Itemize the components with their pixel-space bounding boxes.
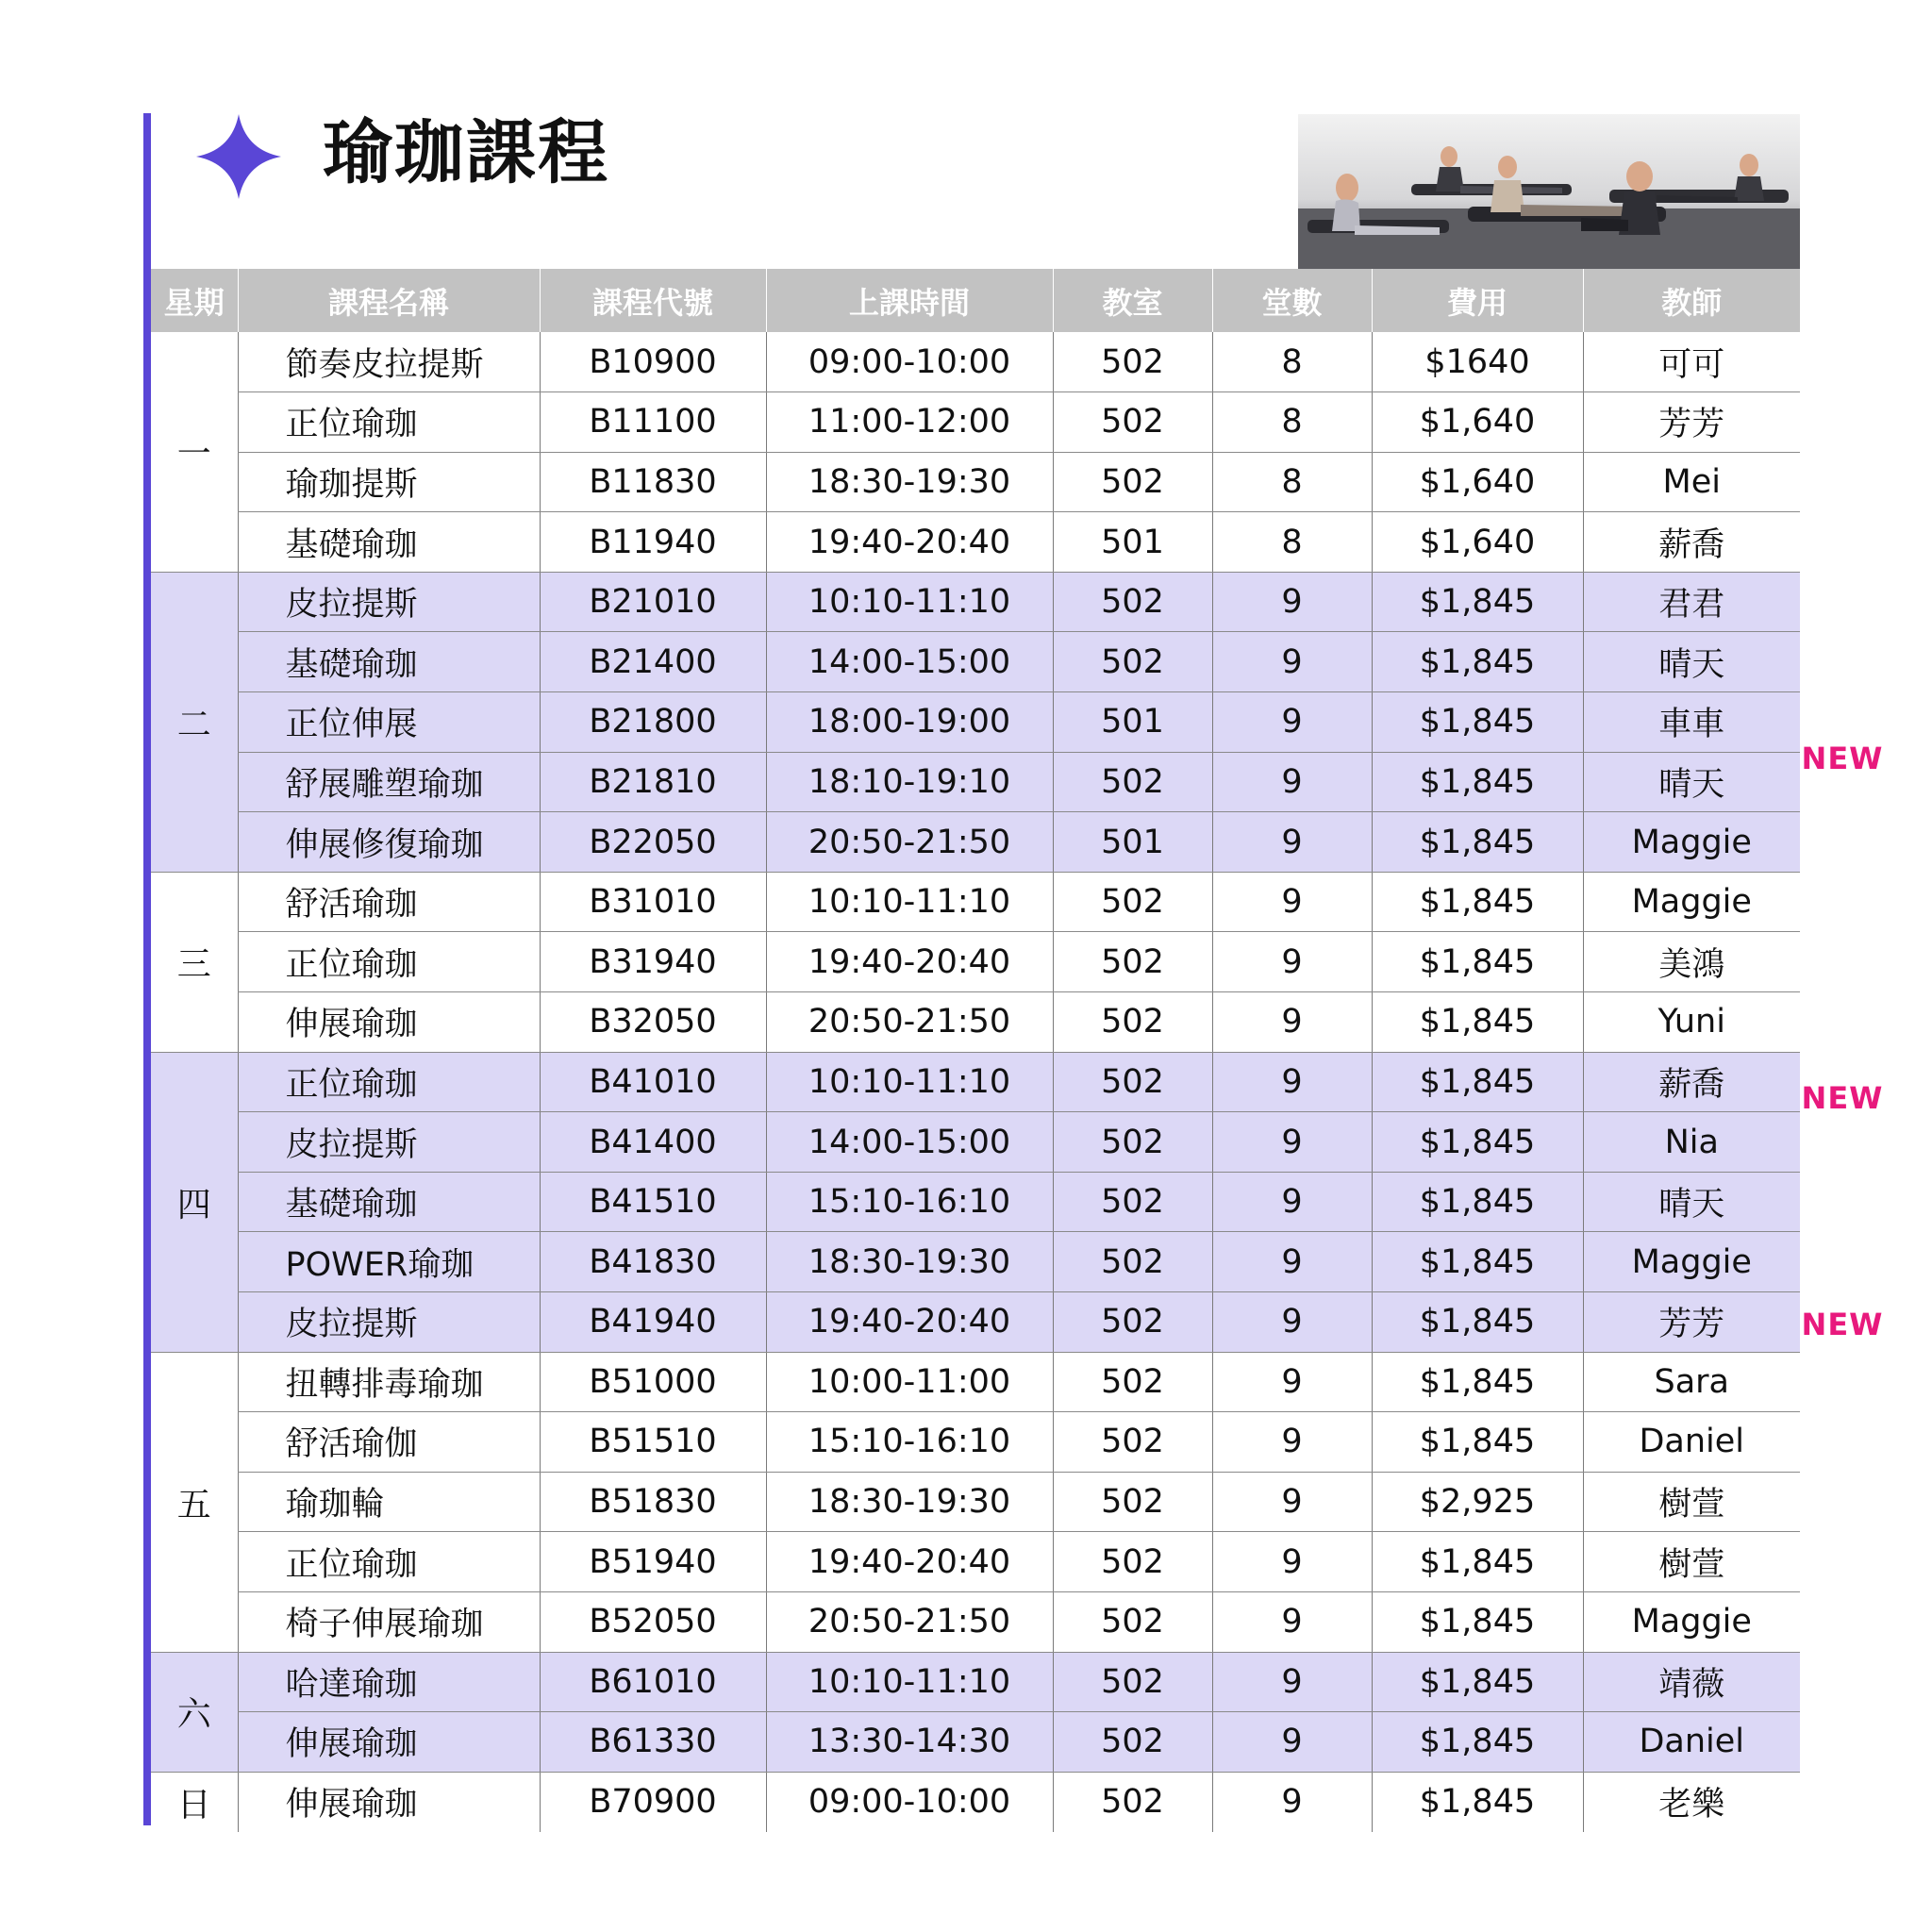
class-time-cell: 18:30-19:30 bbox=[766, 1472, 1053, 1532]
day-cell: 日 bbox=[176, 1785, 211, 1824]
fee-cell: $1,640 bbox=[1372, 512, 1583, 573]
teacher-cell: 可可 bbox=[1583, 332, 1800, 392]
header-classroom: 教室 bbox=[1053, 269, 1212, 332]
course-code-cell: B21400 bbox=[540, 632, 766, 692]
class-time-cell: 19:40-20:40 bbox=[766, 932, 1053, 992]
teacher-cell: Daniel bbox=[1583, 1412, 1800, 1473]
course-code-cell: B21810 bbox=[540, 752, 766, 812]
sessions-cell: 9 bbox=[1212, 632, 1372, 692]
table-row bbox=[151, 632, 1800, 692]
new-badge: NEW bbox=[1801, 1307, 1884, 1342]
table-row bbox=[151, 452, 1800, 512]
course-name-cell: 基礎瑜珈 bbox=[238, 1172, 540, 1232]
teacher-cell: Maggie bbox=[1583, 1591, 1800, 1652]
sessions-cell: 8 bbox=[1212, 512, 1372, 573]
sessions-cell: 9 bbox=[1212, 1052, 1372, 1112]
classroom-cell: 502 bbox=[1053, 932, 1212, 992]
table-row bbox=[151, 512, 1800, 573]
course-schedule-table bbox=[151, 269, 1800, 1832]
day-cell: 三 bbox=[151, 872, 238, 1052]
teacher-cell: 芳芳 bbox=[1583, 392, 1800, 453]
classroom-cell: 501 bbox=[1053, 812, 1212, 873]
teacher-cell: 芳芳 bbox=[1583, 1292, 1800, 1353]
teacher-cell: 晴天 bbox=[1583, 632, 1800, 692]
table-row bbox=[151, 1652, 1800, 1712]
course-name-cell: 伸展瑜珈 bbox=[238, 1712, 540, 1773]
class-time-cell: 19:40-20:40 bbox=[766, 1292, 1053, 1353]
fee-cell: $1,845 bbox=[1372, 1772, 1583, 1832]
fee-cell: $1,845 bbox=[1372, 1292, 1583, 1353]
class-time-cell: 20:50-21:50 bbox=[766, 812, 1053, 873]
fee-cell: $2,925 bbox=[1372, 1472, 1583, 1532]
table-row bbox=[151, 1472, 1800, 1532]
course-code-cell: B70900 bbox=[540, 1772, 766, 1832]
fee-cell: $1,640 bbox=[1372, 392, 1583, 453]
teacher-cell: 薪喬 bbox=[1583, 512, 1800, 573]
sessions-cell: 9 bbox=[1212, 1532, 1372, 1592]
table-row bbox=[151, 1591, 1800, 1652]
sessions-cell: 9 bbox=[1212, 992, 1372, 1053]
classroom-cell: 501 bbox=[1053, 692, 1212, 753]
teacher-cell: Daniel bbox=[1583, 1712, 1800, 1773]
fee-cell: $1,845 bbox=[1372, 752, 1583, 812]
course-code-cell: B31940 bbox=[540, 932, 766, 992]
header-teacher: 教師 bbox=[1583, 269, 1800, 332]
course-name-cell: 皮拉提斯 bbox=[238, 572, 540, 632]
fee-cell: $1,845 bbox=[1372, 1112, 1583, 1173]
course-name-cell: 伸展修復瑜珈 bbox=[238, 812, 540, 873]
day-cell: 一 bbox=[151, 332, 238, 572]
course-name-cell: 瑜珈提斯 bbox=[238, 452, 540, 512]
sessions-cell: 9 bbox=[1212, 1652, 1372, 1712]
fee-cell: $1,845 bbox=[1372, 1412, 1583, 1473]
fee-cell: $1,640 bbox=[1372, 452, 1583, 512]
fee-cell: $1,845 bbox=[1372, 1052, 1583, 1112]
course-code-cell: B61010 bbox=[540, 1652, 766, 1712]
course-code-cell: B41400 bbox=[540, 1112, 766, 1173]
sessions-cell: 8 bbox=[1212, 332, 1372, 392]
header-course-name: 課程名稱 bbox=[238, 269, 540, 332]
teacher-cell: Maggie bbox=[1583, 872, 1800, 932]
table-row bbox=[151, 872, 1800, 932]
fee-cell: $1,845 bbox=[1372, 1652, 1583, 1712]
fee-cell: $1,845 bbox=[1372, 572, 1583, 632]
classroom-cell: 501 bbox=[1053, 512, 1212, 573]
course-code-cell: B41940 bbox=[540, 1292, 766, 1353]
teacher-cell: 君君 bbox=[1583, 572, 1800, 632]
diamond-icon bbox=[196, 114, 281, 199]
classroom-cell: 502 bbox=[1053, 992, 1212, 1053]
fee-cell: $1,845 bbox=[1372, 1591, 1583, 1652]
teacher-cell: 樹萱 bbox=[1583, 1532, 1800, 1592]
sessions-cell: 9 bbox=[1212, 1412, 1372, 1473]
teacher-cell: 美鴻 bbox=[1583, 932, 1800, 992]
course-code-cell: B32050 bbox=[540, 992, 766, 1053]
classroom-cell: 502 bbox=[1053, 452, 1212, 512]
fee-cell: $1,845 bbox=[1372, 1172, 1583, 1232]
classroom-cell: 502 bbox=[1053, 1652, 1212, 1712]
course-name-cell: 瑜珈輪 bbox=[238, 1472, 540, 1532]
classroom-cell: 502 bbox=[1053, 1352, 1212, 1412]
course-code-cell: B41830 bbox=[540, 1232, 766, 1292]
course-code-cell: B51000 bbox=[540, 1352, 766, 1412]
course-name-cell: 椅子伸展瑜珈 bbox=[238, 1591, 540, 1652]
fee-cell: $1,845 bbox=[1372, 1232, 1583, 1292]
teacher-cell: Maggie bbox=[1583, 1232, 1800, 1292]
course-code-cell: B21800 bbox=[540, 692, 766, 753]
teacher-cell: Yuni bbox=[1583, 992, 1800, 1053]
sessions-cell: 9 bbox=[1212, 1472, 1372, 1532]
course-code-cell: B10900 bbox=[540, 332, 766, 392]
course-name-cell: 基礎瑜珈 bbox=[238, 512, 540, 573]
course-name-cell: 皮拉提斯 bbox=[238, 1292, 540, 1353]
class-time-cell: 19:40-20:40 bbox=[766, 1532, 1053, 1592]
table-row bbox=[151, 1412, 1800, 1473]
class-time-cell: 15:10-16:10 bbox=[766, 1412, 1053, 1473]
class-time-cell: 18:30-19:30 bbox=[766, 452, 1053, 512]
sessions-cell: 9 bbox=[1212, 1591, 1372, 1652]
class-time-cell: 10:10-11:10 bbox=[766, 1052, 1053, 1112]
fee-cell: $1640 bbox=[1372, 332, 1583, 392]
table-row bbox=[151, 752, 1800, 812]
day-cell: 二 bbox=[151, 572, 238, 872]
course-name-cell: 舒活瑜伽 bbox=[238, 1412, 540, 1473]
course-code-cell: B41010 bbox=[540, 1052, 766, 1112]
course-code-cell: B21010 bbox=[540, 572, 766, 632]
class-time-cell: 18:10-19:10 bbox=[766, 752, 1053, 812]
classroom-cell: 502 bbox=[1053, 1412, 1212, 1473]
class-time-cell: 20:50-21:50 bbox=[766, 1591, 1053, 1652]
class-time-cell: 14:00-15:00 bbox=[766, 632, 1053, 692]
course-name-cell: 正位瑜珈 bbox=[238, 1532, 540, 1592]
course-code-cell: B11830 bbox=[540, 452, 766, 512]
accent-bar bbox=[143, 113, 151, 1825]
course-name-cell: 伸展瑜珈 bbox=[238, 1772, 540, 1832]
classroom-cell: 502 bbox=[1053, 1232, 1212, 1292]
course-name-cell: 伸展瑜珈 bbox=[238, 992, 540, 1053]
course-code-cell: B31010 bbox=[540, 872, 766, 932]
new-badge: NEW bbox=[1801, 741, 1884, 776]
course-name-cell: 哈達瑜珈 bbox=[238, 1652, 540, 1712]
teacher-cell: Maggie bbox=[1583, 812, 1800, 873]
teacher-cell: 樹萱 bbox=[1583, 1472, 1800, 1532]
classroom-cell: 502 bbox=[1053, 1472, 1212, 1532]
course-name-cell: 節奏皮拉提斯 bbox=[238, 332, 540, 392]
day-cell: 四 bbox=[151, 1052, 238, 1352]
header-day: 星期 bbox=[151, 269, 238, 332]
teacher-cell: 靖薇 bbox=[1583, 1652, 1800, 1712]
class-time-cell: 20:50-21:50 bbox=[766, 992, 1053, 1053]
class-time-cell: 13:30-14:30 bbox=[766, 1712, 1053, 1773]
teacher-cell: Sara bbox=[1583, 1352, 1800, 1412]
fee-cell: $1,845 bbox=[1372, 632, 1583, 692]
class-time-cell: 10:10-11:10 bbox=[766, 1652, 1053, 1712]
class-time-cell: 18:30-19:30 bbox=[766, 1232, 1053, 1292]
class-time-cell: 09:00-10:00 bbox=[766, 332, 1053, 392]
fee-cell: $1,845 bbox=[1372, 932, 1583, 992]
classroom-cell: 502 bbox=[1053, 332, 1212, 392]
sessions-cell: 9 bbox=[1212, 812, 1372, 873]
classroom-cell: 502 bbox=[1053, 1292, 1212, 1353]
table-row bbox=[151, 1772, 1800, 1832]
sessions-cell: 9 bbox=[1212, 692, 1372, 753]
teacher-cell: 晴天 bbox=[1583, 752, 1800, 812]
course-code-cell: B52050 bbox=[540, 1591, 766, 1652]
course-code-cell: B61330 bbox=[540, 1712, 766, 1773]
course-name-cell: 基礎瑜珈 bbox=[238, 632, 540, 692]
table-row bbox=[151, 1712, 1800, 1773]
classroom-cell: 502 bbox=[1053, 752, 1212, 812]
table-row bbox=[151, 812, 1800, 873]
fee-cell: $1,845 bbox=[1372, 1532, 1583, 1592]
classroom-cell: 502 bbox=[1053, 392, 1212, 453]
table-row bbox=[151, 1232, 1800, 1292]
teacher-cell: 薪喬 bbox=[1583, 1052, 1800, 1112]
class-time-cell: 11:00-12:00 bbox=[766, 392, 1053, 453]
course-code-cell: B51510 bbox=[540, 1412, 766, 1473]
course-code-cell: B22050 bbox=[540, 812, 766, 873]
course-name-cell: 正位瑜珈 bbox=[238, 1052, 540, 1112]
table-row bbox=[151, 932, 1800, 992]
table-row bbox=[151, 1172, 1800, 1232]
class-time-cell: 10:00-11:00 bbox=[766, 1352, 1053, 1412]
course-name-cell: POWER瑜珈 bbox=[238, 1232, 540, 1292]
classroom-cell: 502 bbox=[1053, 1591, 1212, 1652]
classroom-cell: 502 bbox=[1053, 872, 1212, 932]
course-code-cell: B51830 bbox=[540, 1472, 766, 1532]
sessions-cell: 9 bbox=[1212, 572, 1372, 632]
table-row bbox=[151, 1052, 1800, 1112]
teacher-cell: Mei bbox=[1583, 452, 1800, 512]
course-name-cell: 皮拉提斯 bbox=[238, 1112, 540, 1173]
sessions-cell: 9 bbox=[1212, 1232, 1372, 1292]
course-code-cell: B41510 bbox=[540, 1172, 766, 1232]
fee-cell: $1,845 bbox=[1372, 992, 1583, 1053]
table-header-row bbox=[151, 269, 1800, 332]
table-row bbox=[151, 332, 1800, 392]
course-code-cell: B11100 bbox=[540, 392, 766, 453]
teacher-cell: 晴天 bbox=[1583, 1172, 1800, 1232]
classroom-cell: 502 bbox=[1053, 1112, 1212, 1173]
class-time-cell: 19:40-20:40 bbox=[766, 512, 1053, 573]
new-badge: NEW bbox=[1801, 1080, 1884, 1116]
teacher-cell: Nia bbox=[1583, 1112, 1800, 1173]
course-name-cell: 正位瑜珈 bbox=[238, 932, 540, 992]
table-row bbox=[151, 992, 1800, 1053]
teacher-cell: 車車 bbox=[1583, 692, 1800, 753]
header-sessions: 堂數 bbox=[1212, 269, 1372, 332]
fee-cell: $1,845 bbox=[1372, 692, 1583, 753]
table-row bbox=[151, 392, 1800, 453]
header-class-time: 上課時間 bbox=[766, 269, 1053, 332]
schedule-body bbox=[151, 332, 1800, 1832]
table-row bbox=[151, 692, 1800, 753]
sessions-cell: 9 bbox=[1212, 1352, 1372, 1412]
table-row bbox=[151, 572, 1800, 632]
fee-cell: $1,845 bbox=[1372, 1712, 1583, 1773]
class-time-cell: 10:10-11:10 bbox=[766, 872, 1053, 932]
header-course-code: 課程代號 bbox=[540, 269, 766, 332]
classroom-cell: 502 bbox=[1053, 1052, 1212, 1112]
table-row bbox=[151, 1292, 1800, 1353]
sessions-cell: 9 bbox=[1212, 932, 1372, 992]
sessions-cell: 8 bbox=[1212, 392, 1372, 453]
fee-cell: $1,845 bbox=[1372, 812, 1583, 873]
yoga-class-photo bbox=[1298, 114, 1800, 269]
classroom-cell: 502 bbox=[1053, 1172, 1212, 1232]
class-time-cell: 14:00-15:00 bbox=[766, 1112, 1053, 1173]
sessions-cell: 9 bbox=[1212, 1712, 1372, 1773]
classroom-cell: 502 bbox=[1053, 1712, 1212, 1773]
sessions-cell: 9 bbox=[1212, 1772, 1372, 1832]
table-row bbox=[151, 1112, 1800, 1173]
class-time-cell: 09:00-10:00 bbox=[766, 1772, 1053, 1832]
course-code-cell: B51940 bbox=[540, 1532, 766, 1592]
course-name-cell: 正位瑜珈 bbox=[238, 392, 540, 453]
sessions-cell: 8 bbox=[1212, 452, 1372, 512]
sessions-cell: 9 bbox=[1212, 1112, 1372, 1173]
sessions-cell: 9 bbox=[1212, 752, 1372, 812]
sessions-cell: 9 bbox=[1212, 1172, 1372, 1232]
course-name-cell: 舒展雕塑瑜珈 bbox=[238, 752, 540, 812]
page-title: 瑜珈課程 bbox=[323, 112, 609, 193]
classroom-cell: 502 bbox=[1053, 1532, 1212, 1592]
header-fee: 費用 bbox=[1372, 269, 1583, 332]
class-time-cell: 15:10-16:10 bbox=[766, 1172, 1053, 1232]
classroom-cell: 502 bbox=[1053, 1772, 1212, 1832]
course-name-cell: 扭轉排毒瑜珈 bbox=[238, 1352, 540, 1412]
course-name-cell: 舒活瑜珈 bbox=[238, 872, 540, 932]
table-row bbox=[151, 1352, 1800, 1412]
course-code-cell: B11940 bbox=[540, 512, 766, 573]
course-name-cell: 正位伸展 bbox=[238, 692, 540, 753]
day-cell: 五 bbox=[151, 1352, 238, 1652]
class-time-cell: 18:00-19:00 bbox=[766, 692, 1053, 753]
class-time-cell: 10:10-11:10 bbox=[766, 572, 1053, 632]
fee-cell: $1,845 bbox=[1372, 872, 1583, 932]
table-row bbox=[151, 1532, 1800, 1592]
sessions-cell: 9 bbox=[1212, 872, 1372, 932]
classroom-cell: 502 bbox=[1053, 572, 1212, 632]
teacher-cell: 老樂 bbox=[1583, 1772, 1800, 1832]
day-cell: 六 bbox=[151, 1652, 238, 1772]
fee-cell: $1,845 bbox=[1372, 1352, 1583, 1412]
sessions-cell: 9 bbox=[1212, 1292, 1372, 1353]
classroom-cell: 502 bbox=[1053, 632, 1212, 692]
